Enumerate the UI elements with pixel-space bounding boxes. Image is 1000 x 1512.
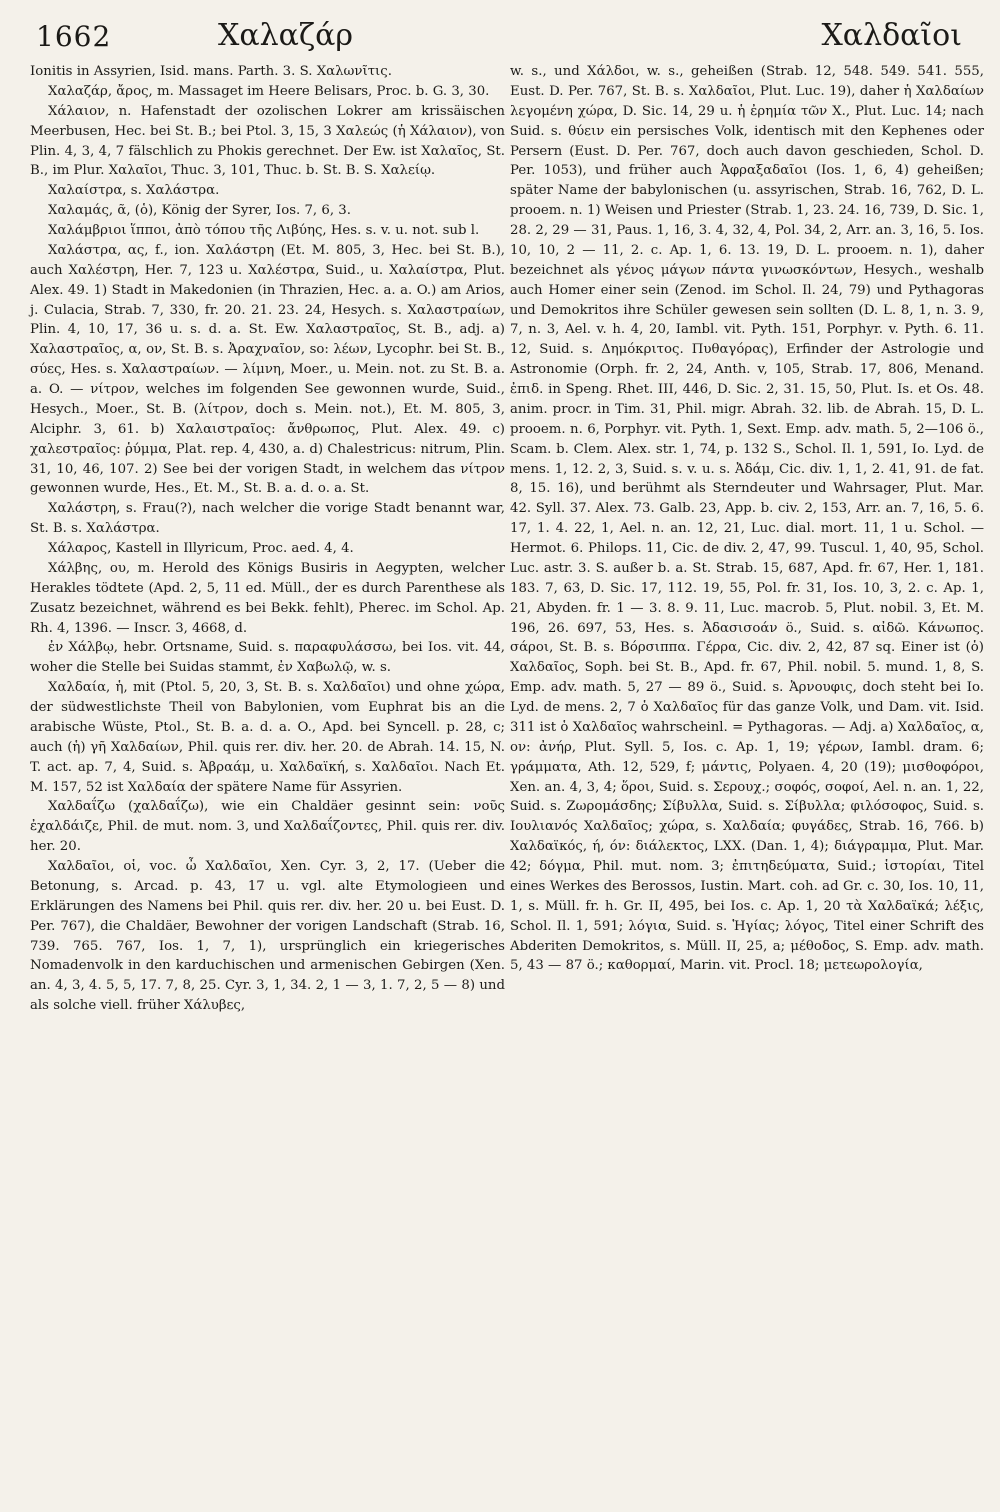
right-running-headword: Χαλδαῖοι (821, 18, 962, 53)
left-running-headword: Χαλαζάρ (218, 18, 354, 53)
entry: Χάλαρος, Kastell in Illyricum, Proc. aed. 4, 4. (48, 541, 354, 556)
entry: Χαλδαῖοι, οἱ, voc. ὦ Χαλδαῖοι, Xen. Cyr. 3, 2, 17. (Ueber die Betonung, s. Arcad. p. 43, 17 u. vgl. alte Etymologieen und Erklärungen des Namens bei Phil. quis rer. div. her. 20 u. bei Eust. D. Per. 767), die Chaldäer, Bewohner der vorigen Landschaft (Strab. 16, 739. 765. 767, Ios. 1, 7, 1), ursprünglich ein kriegerisches Nomadenvolk in den karduchischen und armenischen Gebirgen (Xen. an. 4, 3, 4. 5, 5, 17. 7, 8, 25. Cyr. 3, 1, 34. 2, 1 — 3, 1. 7, 2, 5 — 8) und als solche viell. früher Χάλυβες, (30, 859, 505, 1014)
entry: Χαλαζάρ, ἄρος, m. Massaget im Heere Belisars, Proc. b. G. 3, 30. (48, 83, 490, 99)
page-number: 1662 (36, 20, 112, 53)
page-header (30, 14, 974, 62)
entry: Χαλδαΐζω (χαλδαΐζω), wie ein Chaldäer gesinnt sein: νοῦς ἐχαλδάιζε, Phil. de mut. nom. 3, und Χαλδαΐζοντες, Phil. quis rer. div. her. 20. (30, 799, 505, 855)
entry: Χάλαιον, n. Hafenstadt der ozolischen Lokrer am krissäischen Meerbusen, Hec. bei St. B.; bei Ptol. 3, 15, 3 Χαλεώς (ἡ Χάλαιον), von Plin. 4, 3, 4, 7 fälschlich zu Phokis gerechnet. Der Ew. ist Χαλαῖος, St. B., im Plur. Χαλαῖοι, Thuc. 3, 101, Thuc. b. St. B. S. Χαλείῳ. (30, 103, 505, 179)
entry: w. s., und Χάλδοι, w. s., geheißen (Strab. 12, 548. 549. 541. 555, Eust. D. Per. 767, St. B. s. Χαλδαῖοι, Plut. Luc. 19), daher ἡ Χαλδαίων λεγομένη χώρα, D. Sic. 14, 29 u. ἡ ἐρημία τῶν Χ., Plut. Luc. 14; nach Suid. s. θύειν ein persisches Volk, identisch mit den Kephenes oder Persern (Eust. D. Per. 767, doch auch davon geschieden, Schol. D. Per. 1053), und früher auch Ἀφραξαδαῖοι (Ios. 1, 6, 4) geheißen; später Name der babylonischen (u. assyrischen, Strab. 16, 762, D. L. prooem. n. 1) Weisen und Priester (Strab. 1, 23. 24. 16, 739, D. Sic. 1, 28. 2, 29 — 31, Paus. 1, 16, 3. 4, 32, 4, Pol. 34, 2, Arr. an. 3, 16, 5. Ios. 10, 10, 2 — 11, 2. c. Ap. 1, 6. 13. 19, D. L. prooem. n. 1), daher bezeichnet als γένος μάγων πάντα γινωσκόντων, Hesych., weshalb auch Homer einer sein (Zenod. im Schol. Il. 24, 79) und Pythagoras und Demokritos ihre Schüler gewesen sein sollten (D. L. 8, 1, n. 3. 9, 7, n. 3, Ael. v. h. 4, 20, Iambl. vit. Pyth. 151, Porphyr. v. Pyth. 6. 11. 12, Suid. s. Δημόκριτος. Πυθαγόρας), Erfinder der Astrologie und Astronomie (Orph. fr. 2, 24, Anth. v, 105, Strab. 17, 806, Menand. ἐπιδ. in Speng. Rhet. III, 446, D. Sic. 2, 31. 15, 50, Plut. Is. et Os. 48. anim. procr. in Tim. 31, Phil. migr. Abrah. 32. lib. de Abrah. 15, D. L. prooem. n. 6, Porphyr. vit. Pyth. 1, Sext. Emp. adv. math. 5, 2—106 ö., Scam. b. Clem. Alex. str. 1, 74, p. 132 S., Schol. Il. 1, 591, Io. Lyd. de mens. 1, 12. 2, 3, Suid. s. v. u. s. Ἀδάμ, Cic. div. 1, 1, 2. 41, 91. de fat. 8, 15. 16), und berühmt als Sterndeuter und Wahrsager, Plut. Mar. 42. Syll. 37. Alex. 73. Galb. 23, App. b. civ. 2, 153, Arr. an. 7, 16, 5. 6. 17, 1. 4. 22, 1, Ael. n. an. 12, 21, Luc. dial. mort. 11, 1 u. Schol. — Hermot. 6. Philops. 11, Cic. de div. 2, 47, 99. Tuscul. 1, 40, 95, Schol. Luc. astr. 3. S. außer b. a. St. Strab. 15, 687, Apd. fr. 67, Her. 1, 181. 183. 7, 63, D. Sic. 17, 112. 19, 55, Pol. fr. 31, Ios. 10, 3, 2. c. Ap. 1, 21, Abyden. fr. 1 — 3. 8. 9. 11, Luc. macrob. 5, Plut. nobil. 3, Et. M. 196, 26. 697, 53, Hes. s. Ἀδασισοάν ö., Suid. s. αἰδῶ. Κάνωπος. σάροι, St. B. s. Βόρσιππα. Γέρρα, Cic. div. 2, 42, 87 sq. Einer ist (ὁ) Χαλδαῖος, Soph. bei St. B., Apd. fr. 67, Phil. nobil. 5. mund. 1, 8, S. Emp. adv. math. 5, 27 — 89 ö., Suid. s. Ἀρνουφις, doch steht bei Io. Lyd. de mens. 2, 7 ὁ Χαλδαῖος für das ganze Volk, und Dam. vit. Isid. 311 ist ὁ Χαλδαῖος wahrscheinl. = Pythagoras. — Adj. a) Χαλδαῖος, α, ον: ἀνήρ, Plut. Syll. 5, Ios. c. Ap. 1, 19; γέρων, Iambl. dram. 6; γράμματα, Ath. 12, 529, f; μάντις, Polyaen. 4, 20 (19); μισθοφόροι, Xen. an. 4, 3, 4; ὅροι, Suid. s. Σερουχ.; σοφός, σοφοί, Ael. n. an. 1, 22, Suid. s. Ζωρομάσδης; Σίβυλλα, Suid. s. Σίβυλλα; φιλόσοφος, Suid. s. Ιουλιανός Χαλδαῖος; χώρα, s. Χαλδαία; φυγάδες, Strab. 16, 766. b) Χαλδαϊκός, ή, όν: διάλεκτος, LXX. (Dan. 1, 4); διάγραμμα, Plut. Mar. 42; δόγμα, Phil. mut. nom. 3; ἐπιτηδεύματα, Suid.; ἱστορίαι, Titel eines Werkes des Berossos, Iustin. Mart. coh. ad Gr. c. 30, Ios. 10, 11, 1, s. Müll. fr. h. Gr. II, 495, bei Ios. c. Ap. 1, 20 τὰ Χαλδαϊκά; λέξις, Schol. Il. 1, 591; λόγια, Suid. s. Ἡγίας; λόγος, Titel einer Schrift des Abderiten Demokritos, s. Müll. II, 25, a; μέθοδος, S. Emp. adv. math. 5, 43 — 87 ö.; καθορμαί, Marin. vit. Procl. 18; μετεωρολογία, (510, 64, 985, 974)
entry: Χαλάστρα, ας, f., ion. Χαλάστρη (Et. M. 805, 3, Hec. bei St. B.), auch Χαλέστρη, Her. 7, 123 u. Χαλέστρα, Suid., u. Χαλαίστρα, Plut. Alex. 49. 1) Stadt in Makedonien (in Thrazien, Hec. a. a. O.) am Arios, j. Culacia, Strab. 7, 330, fr. 20. 21. 23. 24, Hesych. s. Χαλαστραίων, Plin. 4, 10, 17, 36 u. s. d. a. St. Ew. Χαλαστραῖος, St. B., adj. a) Χαλαστραῖος, α, ον, St. B. s. Ἀραχναῖον, so: λέων, Lycophr. bei St. B., σύες, Hes. s. Χαλαστραίων. — λίμνη, Moer., u. Mein. not. zu St. B. a. a. O. — νίτρον, welches im folgenden See gewonnen wurde, Suid., Hesych., Moer., St. B. (λίτρον, doch s. Mein. not.), Et. M. 805, 3, Alciphr. 3, 61. b) Χαλαιστραῖος: ἄνθρωπος, Plut. Alex. 49. c) χαλεστραῖος: ῥύμμα, Plat. rep. 4, 430, a. d) Chalestricus: nitrum, Plin. 31, 10, 46, 107. 2) See bei der vorigen Stadt, in welchem das νίτρον gewonnen wurde, Hes., Et. M., St. B. a. d. o. a. St. (30, 242, 505, 497)
entry: Χαλάμβριοι ἵπποι, ἀπὸ τόπου τῆς Λιβύης, Hes. s. v. u. not. sub l. (48, 223, 480, 238)
left-column (30, 62, 505, 1016)
entry: Χαλαίστρα, s. Χαλάστρα. (48, 183, 220, 199)
entry: Χαλαμάς, ᾶ, (ὁ), König der Syrer, Ios. 7, 6, 3. (48, 203, 351, 219)
entry: Χάλβης, ου, m. Herold des Königs Busiris in Aegypten, welcher Herakles tödtete (Apd. 2, 5, 11 ed. Müll., der es durch Parenthese als Zusatz bezeichnet, während es bei Bekk. fehlt), Pherec. im Schol. Ap. Rh. 4, 1396. — Inscr. 3, 4668, d. (30, 560, 505, 636)
right-column (510, 62, 984, 976)
entry: Χαλδαία, ἡ, mit (Ptol. 5, 20, 3, St. B. s. Χαλδαῖοι) und ohne χώρα, der südwestlichste Theil von Babylonien, vom Euphrat bis an die arabische Wüste, Ptol., St. B. a. d. a. O., Apd. bei Syncell. p. 28, c; auch (ἡ) γῆ Χαλδαίων, Phil. quis rer. div. her. 20. de Abrah. 14. 15, N. T. act. ap. 7, 4, Suid. s. Ἀβραάμ, u. Χαλδαϊκή, s. Χαλδαῖοι. Nach Et. M. 157, 52 ist Χαλδαία der spätere Name für Assyrien. (30, 680, 505, 795)
entry: Χαλάστρη, s. Frau(?), nach welcher die vorige Stadt benannt war, St. B. s. Χαλάστρα. (30, 501, 505, 537)
entry: Ionitis in Assyrien, Isid. mans. Parth. 3. S. Χαλωνῖτις. (30, 64, 392, 79)
entry: ἐν Χάλβῳ, hebr. Ortsname, Suid. s. παραφυλάσσω, bei Ios. vit. 44, woher die Stelle bei Suidas stammt, ἐν Χαβωλῷ, w. s. (30, 640, 505, 676)
